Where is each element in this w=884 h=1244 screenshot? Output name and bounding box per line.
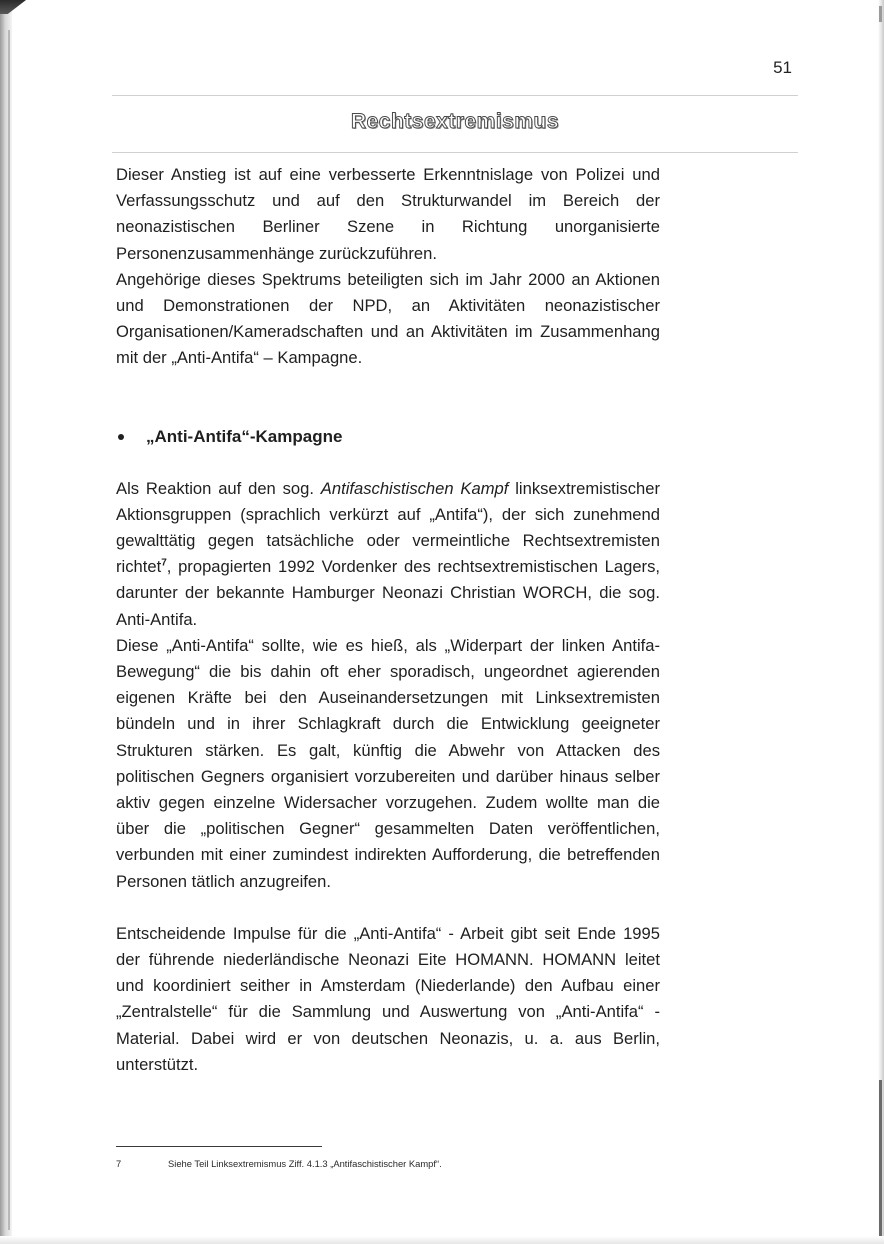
footnote-reference: 7 — [161, 557, 167, 569]
section-heading-text: „Anti-Antifa“-Kampagne — [146, 426, 343, 446]
scan-edge-right-line — [879, 1080, 882, 1244]
section-paragraph-3: Entscheidende Impulse für die „Anti-Antifa“ - Arbeit gibt seit Ende 1995 der führende niederländische Neonazi Eite HOMANN. HOMANN leitet und koordiniert seither in Amsterdam (Niederlande) den Aufbau einer „Zentralstelle“ für die Sammlung und Auswertung von „Anti-Antifa“ - Material. Dabei wird er von deutschen Neonazis, u. a. aus Berlin, unterstützt. — [116, 923, 660, 1074]
scan-corner-artifact — [0, 0, 26, 14]
section-paragraph-2: Diese „Anti-Antifa“ sollte, wie es hieß, als „Widerpart der linken Antifa-Bewegung“ die bis dahin oft eher sporadisch, ungeordnet agierenden eigenen Kräfte bei den Auseinandersetzungen mit Linksextremisten bündeln und in ihrer Schlagkraft durch die Entwicklung geeigneter Strukturen stärken. Es galt, künftig die Abwehr von Attacken des politischen Gegners organisiert vorzubereiten und darüber hinaus selber aktiv gegen einzelne Widersacher vorzugehen. Zudem wollte man die über die „politischen Gegner“ gesammelten Daten veröffentlichen, verbunden mit einer zumindest indirekten Aufforderung, die betreffenden Personen tätlich anzugreifen. — [116, 635, 660, 891]
spacer — [116, 895, 660, 921]
footnote-text: Siehe Teil Linksextremismus Ziff. 4.1.3 „Antifaschistischer Kampf“. — [168, 1158, 442, 1169]
spacer — [116, 372, 660, 424]
bullet-icon — [118, 434, 124, 440]
scan-edge-left-line — [8, 30, 10, 1230]
intro-paragraph-1: Dieser Anstieg ist auf eine verbesserte Erkenntnislage von Polizei und Verfassungsschutz und auf den Strukturwandel im Bereich der neonazistischen Berliner Szene in Richtung unorganisierte Personenzusammenhänge zurückzuführen. — [116, 165, 660, 263]
section-paragraph-1-italic: Antifaschistischen Kampf — [320, 478, 509, 498]
section-paragraph-1-text-a: Als Reaktion auf den sog. — [116, 478, 321, 498]
section-paragraph-1-text-c: , propagierten 1992 Vordenker des rechtsextremistischen Lagers, darunter der bekannte Hamburger Neonazi Christian WORCH, die sog. Anti-Antifa. — [116, 557, 660, 629]
scan-edge-bottom — [0, 1236, 884, 1244]
page-number: 51 — [773, 58, 792, 77]
header-rule-top — [112, 95, 798, 96]
footnote-number: 7 — [116, 1158, 122, 1169]
footnote — [116, 1158, 442, 1169]
running-header-title: Rechtsextremismus — [350, 110, 560, 133]
spacer — [116, 450, 660, 476]
scan-edge-right — [878, 0, 884, 1244]
header-rule-bottom — [112, 152, 798, 153]
page-body — [116, 162, 660, 1078]
section-paragraph-1-text-b: linksextremistischer Aktionsgruppen (sprachlich verkürzt auf „Antifa“), der sich zunehmend gewalttätig gegen tatsächliche oder vermeintliche Rechtsextremisten richtet — [116, 478, 660, 577]
scan-edge-left — [0, 0, 12, 1244]
section-heading — [116, 424, 660, 450]
footnote-rule — [116, 1146, 322, 1147]
section-paragraph-1 — [116, 476, 660, 633]
intro-paragraph-2: Angehörige dieses Spektrums beteiligten sich im Jahr 2000 an Aktionen und Demonstrationen der NPD, an Aktivitäten neonazistischer Organisationen/Kameradschaften und an Aktivitäten im Zusammenhang mit der „Anti-Antifa“ – Kampagne. — [116, 269, 660, 368]
scan-edge-right-tick — [879, 6, 882, 22]
